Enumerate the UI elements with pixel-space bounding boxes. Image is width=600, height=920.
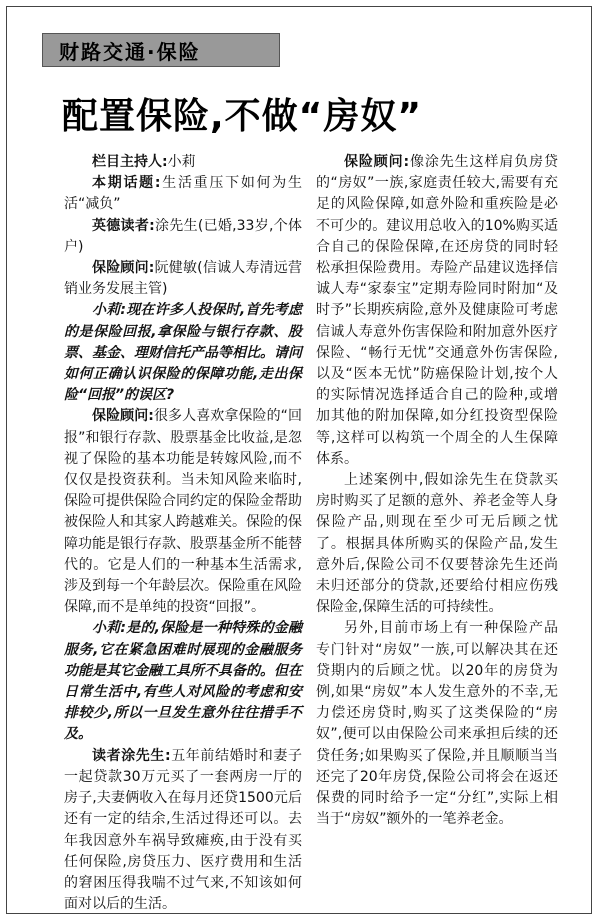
paragraph [64,300,302,406]
paragraph [64,746,302,916]
meta-value: 小莉 [167,154,196,170]
paragraph-text: 很多人喜欢拿保险的“回报”和银行存款、股票基金比收益,是忽视了保险的基本功能是转嫁风险,而不仅仅是投资获利。当未知风险来临时,保险可提供保险合同约定的保险金帮助被保险人和其家人跨越难关。保险的保障功能是银行存款、股票基金所不能替代的。它是人们的一种基本生活需求,涉及到每一个年龄层次。保险重在风险保障,而不是单纯的投资“回报”。 [64,408,302,616]
paragraph-text: 五年前结婚时和妻子一起贷款30万元买了一套两房一厅的房子,夫妻俩收入在每月还贷1500元后还有一定的结余,生活过得还可以。去年我因意外车祸导致瘫痪,由于没有买任何保险,房贷压力、医疗费用和生活的窘困压得我喘不过气来,不知该如何面对以后的生活。 [64,747,303,913]
meta-label: 英德读者: [92,217,155,234]
meta-label: 栏目主持人: [92,154,168,170]
speaker-label: 保险顾问: [92,408,154,425]
right-column [316,152,558,831]
paragraph-text: 像涂先生这样肩负房贷的“房奴”一族,家庭责任较大,需要有充足的风险保障,如意外险和重疾险是必不可少的。建议用总收入的10%购买适合自己的保险保障,在还房贷的同时轻松承担保险费用。寿险产品建议选择信诚人寿“家泰宝”定期寿险同时附加“及时予”长期疾病险,意外及健康险可考虑信诚人寿意外伤害保险和附加意外医疗保险、“畅行无忧”交通意外伤害保险,以及“医本无忧”防癌保险计划,按个人的实际情况选择适合自己的险种,或增加其他的附加保障,如分红投资型保险等,这样可以构筑一个周全的人生保障体系。 [316,154,558,467]
paragraph-text: 现在许多人投保时,首先考虑的是保险回报,拿保险与银行存款、股票、基金、理财信托产品等相比。请问如何正确认识保险的保障功能,走出保险“回报”的误区? [64,302,302,404]
paragraph-text: 是的,保险是一种特殊的金融服务,它在紧急困难时展现的金融服务功能是其它金融工具所不具备的。但在日常生活中,有些人对风险的考虑和安排较少,所以一旦发生意外往往措手不及。 [64,620,302,743]
meta-host [64,152,302,173]
meta-topic [64,173,302,215]
left-column [64,152,302,915]
speaker-label: 小莉: [92,620,127,637]
paragraph: 另外,目前市场上有一种保险产品专门针对“房奴”一族,可以解决其在还贷期内的后顾之忧。以20年的房贷为例,如果“房奴”本人发生意外的不幸,无力偿还房贷时,购买了这类保险的“房奴”,便可以由保险公司来承担后续的还贷任务;如果购买了保险,并且顺顺当当还完了20年房贷,保险公司将会在返还保费的同时给予一定“分红”,实际上相当于“房奴”额外的一笔养老金。 [316,620,558,828]
meta-value: 生活重压下如何为生活“减负” [64,175,303,213]
meta-value: 涂先生(已婚,33岁,个体户) [64,217,302,255]
meta-label: 保险顾问: [92,260,155,277]
speaker-label: 小莉: [92,302,127,319]
speaker-label: 保险顾问: [344,154,410,170]
meta-label: 本期话题: [92,175,161,192]
paragraph [316,152,558,470]
meta-advisor [64,258,302,300]
paragraph: 上述案例中,假如涂先生在贷款买房时购买了足额的意外、养老金等人身保险产品,则现在至少可无后顾之忧了。根据具体所购买的保险产品,发生意外后,保险公司不仅要替涂先生还尚未归还部分的贷款,还要给付相应伤残保险金,保障生活的可持续性。 [316,472,558,616]
speaker-label: 读者涂先生: [92,747,171,764]
paragraph [64,406,302,618]
column-tag: 财路交通·保险 [42,33,280,67]
paragraph [64,618,302,745]
meta-reader [64,216,302,258]
meta-value: 阮健敏(信诚人寿清远营销业务发展主管) [64,260,302,298]
headline: 配置保险,不做“房奴” [62,96,422,137]
